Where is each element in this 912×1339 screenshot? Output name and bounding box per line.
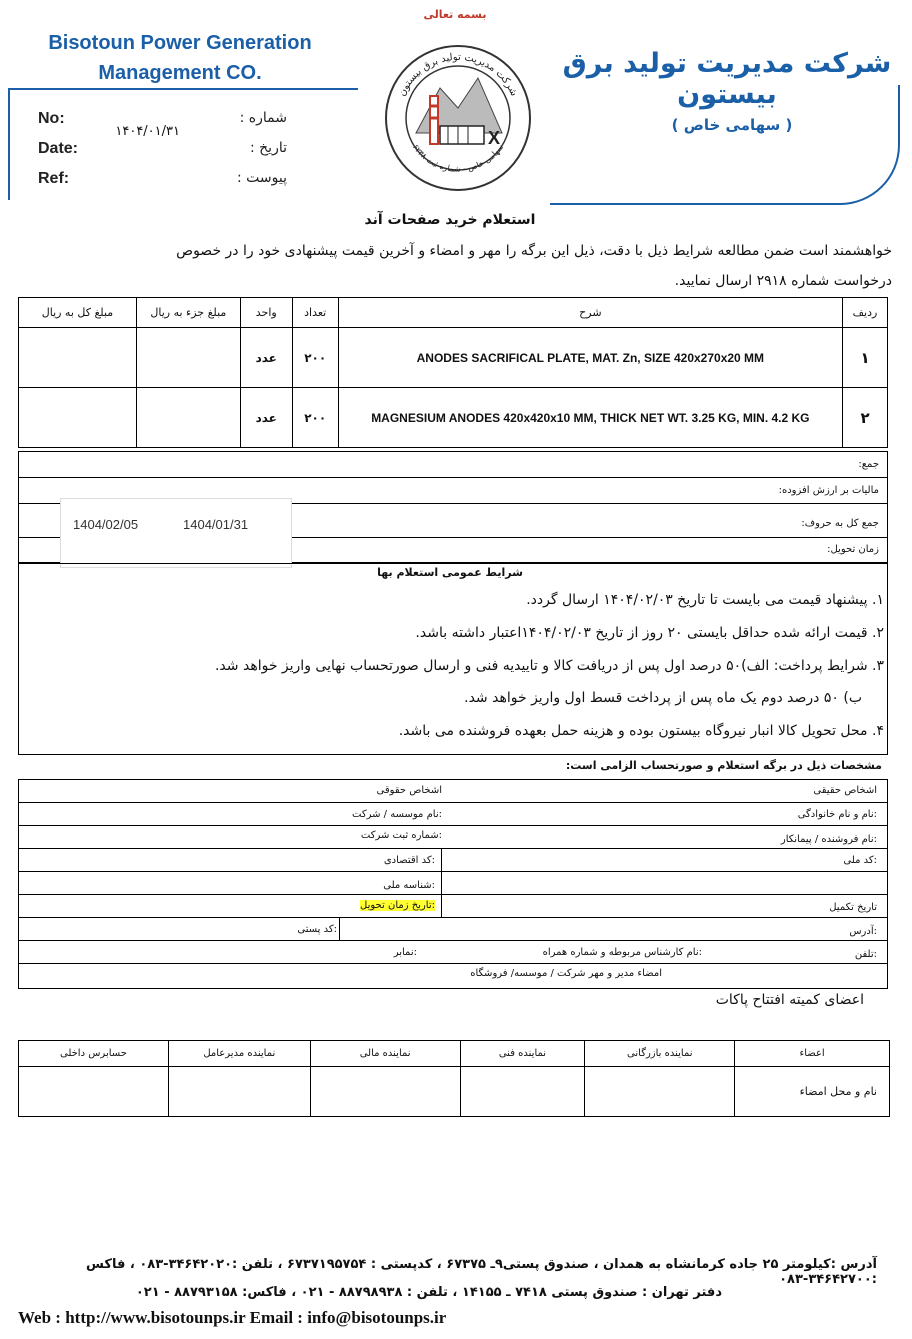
item-unit-price[interactable] bbox=[136, 328, 240, 388]
col-total-price: مبلغ کل به ریال bbox=[19, 298, 137, 328]
term-item-3: ۳. شرایط پرداخت: الف)۵۰ درصد اول پس از دریافت کالا و تاییدیه فنی و ارسال صورتحساب نهایی واریز خواهد شد. bbox=[214, 658, 884, 674]
com-row-label: نام و محل امضاء bbox=[735, 1067, 890, 1117]
seller-name-label[interactable]: نام فروشنده / پیمانکار: bbox=[780, 834, 877, 845]
term-item-1: ۱. پیشنهاد قیمت می بایست تا تاریخ ۱۴۰۴/۰۲/۰۳ ارسال گردد. bbox=[526, 592, 884, 608]
footer-tehran: دفتر تهران : صندوق پستی ۷۴۱۸ ـ ۱۴۱۵۵ ، تلفن : ۸۸۷۹۸۹۳۸ - ۰۲۱ ، فاکس: ۸۸۷۹۳۱۵۸ - ۰۲۱ bbox=[135, 1285, 722, 1300]
company-name-label[interactable]: نام موسسه / شرکت: bbox=[352, 809, 442, 820]
intro-line-2: درخواست شماره ۲۹۱۸ ارسال نمایید. bbox=[674, 273, 892, 289]
company-type-fa: ( سهامی خاص ) bbox=[671, 116, 793, 134]
com-col-financial: نماینده مالی bbox=[310, 1041, 460, 1067]
company-name-en-line2: Management CO. bbox=[98, 62, 262, 84]
company-name-en-line1: Bisotoun Power Generation bbox=[48, 32, 312, 54]
no-label-en: No: bbox=[38, 110, 65, 127]
item-unit-price[interactable] bbox=[136, 388, 240, 448]
com-col-ceo: نماینده مدیرعامل bbox=[168, 1041, 310, 1067]
natural-person-label: اشخاص حقیقی bbox=[813, 785, 877, 796]
header-divider-left bbox=[8, 88, 358, 90]
col-row: ردیف bbox=[843, 298, 888, 328]
item-unit: عدد bbox=[240, 388, 292, 448]
footer-web[interactable]: Web : http://www.bisotounps.ir Email : info@bisotounps.ir bbox=[18, 1308, 447, 1327]
committee-header-row bbox=[19, 1041, 890, 1067]
item-unit: عدد bbox=[240, 328, 292, 388]
delivery-time-field[interactable]: زمان تحویل: bbox=[827, 544, 879, 555]
address-label[interactable]: آدرس: bbox=[849, 926, 877, 937]
committee-sign-row bbox=[19, 1067, 890, 1117]
committee-table bbox=[18, 1040, 890, 1117]
term-item-2: ۲. قیمت ارائه شده حداقل بایستی ۲۰ روز از تاریخ ۱۴۰۴/۰۲/۰۳اعتبار داشته باشد. bbox=[415, 625, 884, 641]
phone-label[interactable]: تلفن: bbox=[854, 949, 877, 960]
com-sign-cell[interactable] bbox=[168, 1067, 310, 1117]
item-total-price[interactable] bbox=[19, 388, 137, 448]
expert-label[interactable]: نام کارشناس مربوطه و شماره همراه: bbox=[542, 947, 702, 958]
intro-text bbox=[112, 236, 892, 296]
item-total-price[interactable] bbox=[19, 328, 137, 388]
term-item-3b: ب) ۵۰ درصد دوم یک ماه پس از پرداخت قسط اول واریز خواهد شد. bbox=[464, 690, 862, 706]
row-number: ۲ bbox=[843, 388, 888, 448]
company-name-en bbox=[20, 28, 340, 88]
col-qty: تعداد bbox=[292, 298, 338, 328]
company-name-fa: شرکت مدیریت تولید برق بیستون bbox=[562, 48, 892, 110]
company-logo bbox=[378, 38, 538, 198]
name-family-label[interactable]: نام و نام خانوادگی: bbox=[797, 809, 877, 820]
logo-ring-text: شرکت مدیریت تولید برق بیستون bbox=[396, 51, 520, 99]
col-unit-price: مبلغ جزء به ریال bbox=[136, 298, 240, 328]
vat-field[interactable]: مالیات بر ارزش افزوده: bbox=[19, 478, 887, 504]
legal-person-label: اشخاص حقوقی bbox=[376, 785, 442, 796]
economic-code-label[interactable]: کد اقتصادی: bbox=[383, 855, 435, 866]
date-value: ۱۴۰۴/۰۱/۳۱ bbox=[115, 124, 180, 139]
com-col-auditor: حسابرس داخلی bbox=[19, 1041, 169, 1067]
items-table bbox=[18, 297, 888, 448]
delivery-date-label[interactable]: تاریخ زمان تحویل: bbox=[360, 900, 435, 911]
com-sign-cell[interactable] bbox=[19, 1067, 169, 1117]
item-qty: ۲۰۰ bbox=[292, 328, 338, 388]
date-label-fa: تاریخ : bbox=[249, 140, 287, 156]
ref-label-fa: پیوست : bbox=[237, 170, 287, 186]
table-row bbox=[19, 388, 888, 448]
table-row bbox=[19, 328, 888, 388]
terms-title: شرایط عمومی استعلام بها bbox=[377, 566, 523, 579]
row-number: ۱ bbox=[843, 328, 888, 388]
document-title: استعلام خرید صفحات آند bbox=[364, 212, 536, 228]
item-qty: ۲۰۰ bbox=[292, 388, 338, 448]
items-header-row bbox=[19, 298, 888, 328]
total-words-field[interactable]: جمع کل به حروف: bbox=[19, 504, 887, 538]
sum-field[interactable]: جمع: bbox=[19, 452, 887, 478]
svg-text:X: X bbox=[488, 128, 501, 148]
col-description: شرح bbox=[338, 298, 842, 328]
term-item-4: ۴. محل تحویل کالا انبار نیروگاه بیستون بوده و هزینه حمل بعهده فروشنده می باشد. bbox=[398, 723, 884, 739]
com-col-technical: نماینده فنی bbox=[460, 1041, 585, 1067]
footer-address: آدرس :کیلومتر ۲۵ جاده کرمانشاه به همدان ، صندوق پستی۹ـ ۶۷۳۷۵ ، کدپستی : ۶۷۳۷۱۹۵۷۵۴ ، تلفن :۳۴۶۴۲۰۲۰-۰۸۳ ، فاکس :۳۴۶۴۲۷۰۰-۰۸۳ bbox=[86, 1257, 877, 1287]
com-col-members: اعضاء bbox=[735, 1041, 890, 1067]
completion-date-label[interactable]: تاریخ تکمیل bbox=[829, 902, 877, 913]
header-divider-right bbox=[550, 85, 900, 205]
item-description: MAGNESIUM ANODES 420x420x10 MM, THICK NET WT. 3.25 KG, MIN. 4.2 KG bbox=[338, 388, 842, 448]
signature-label: امضاء مدیر و مهر شرکت / موسسه/ فروشگاه bbox=[470, 968, 662, 979]
stamp-date-right: 1404/01/31 bbox=[183, 517, 249, 532]
item-description: ANODES SACRIFICAL PLATE, MAT. Zn, SIZE 420x270x20 MM bbox=[338, 328, 842, 388]
national-code-label[interactable]: کد ملی: bbox=[843, 855, 877, 866]
spec-box bbox=[18, 779, 888, 989]
ref-label-en: Ref: bbox=[38, 170, 70, 187]
spec-title: مشخصات ذیل در برگه استعلام و صورتحساب الزامی است: bbox=[565, 759, 882, 772]
stamp-date-left: 1404/02/05 bbox=[73, 517, 139, 532]
date-label-en: Date: bbox=[38, 140, 79, 157]
fax-label[interactable]: نمابر: bbox=[393, 947, 417, 958]
national-id-label[interactable]: شناسه ملی: bbox=[383, 880, 435, 891]
bismillah: بسمه تعالی bbox=[423, 8, 487, 21]
reg-no-label[interactable]: شماره ثبت شرکت: bbox=[360, 830, 442, 841]
no-label-fa: شماره : bbox=[239, 110, 287, 126]
col-unit: واحد bbox=[240, 298, 292, 328]
com-sign-cell[interactable] bbox=[310, 1067, 460, 1117]
com-sign-cell[interactable] bbox=[460, 1067, 585, 1117]
com-col-commercial: نماینده بازرگانی bbox=[585, 1041, 735, 1067]
com-sign-cell[interactable] bbox=[585, 1067, 735, 1117]
intro-line-1: خواهشمند است ضمن مطالعه شرایط ذیل با دقت، ذیل این برگه را مهر و امضاء و آخرین قیمت پیشنهادی خود را در خصوص bbox=[176, 243, 892, 259]
date-stamp bbox=[60, 498, 292, 568]
logo-bottom-text: سهامی خاص - شماره ثبت ۶۲۳۸ bbox=[410, 142, 506, 174]
postal-code-label[interactable]: کد پستی: bbox=[297, 924, 337, 935]
header-border-left bbox=[8, 90, 18, 200]
committee-title: اعضای کمیته افتتاح پاکات bbox=[715, 992, 864, 1008]
